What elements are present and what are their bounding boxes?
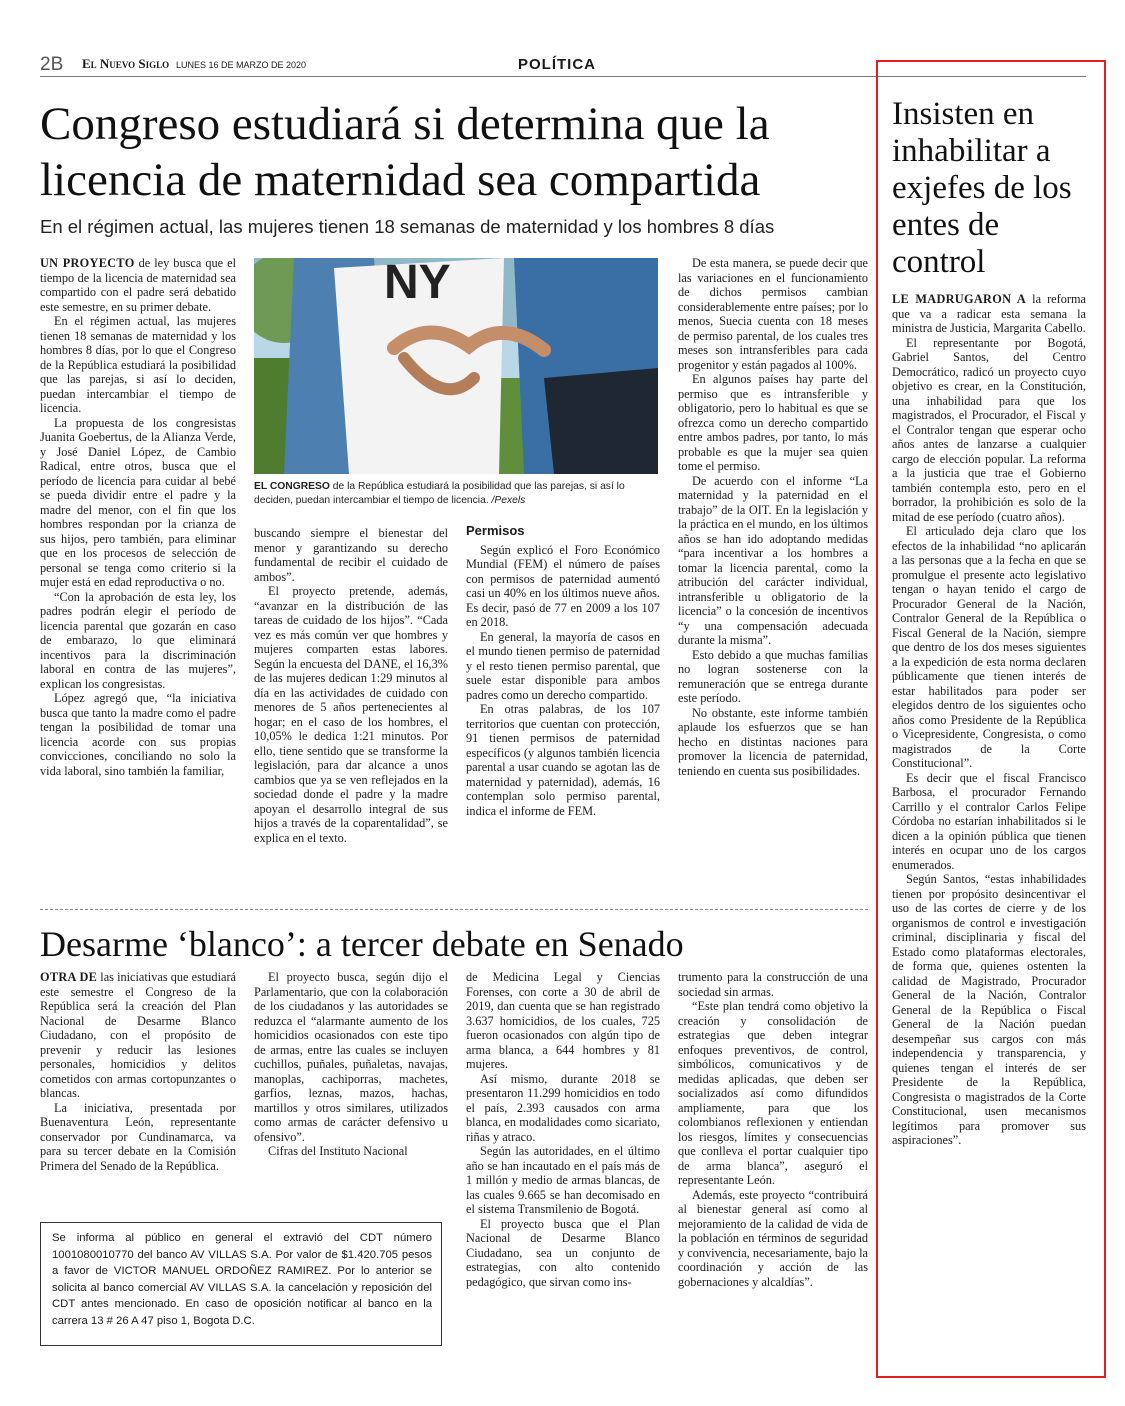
paragraph: UN PROYECTO de ley busca que el tiempo de la licencia de maternidad sea compartido con el padre será debatido este semestre, en su primer debate.: [40, 256, 236, 314]
legal-notice-text: Se informa al público en general el extravió del CDT número 1001080010770 del banco AV VILLAS S.A. Por valor de $1.420.705 pesos a favor de VICTOR MANUEL ORDOÑEZ RAMIREZ. Por lo anterior se solicita al banco comercial AV VILLAS S.A. la cancelación y reposición del CDT antes mencionado. En caso de oposición notificar al banco en la carrera 13 # 26 A 47 piso 1, Bogota D.C.: [52, 1232, 432, 1327]
second-column-2: [254, 970, 448, 1159]
main-column-2: [254, 526, 448, 845]
paragraph: López agregó que, “la iniciativa busca que tanto la madre como el padre tengan la posibilidad de tomar una licencia acorde con sus propias convicciones, conciliando no solo la vida laboral, sino también la familiar,: [40, 691, 236, 778]
issue-date: LUNES 16 DE MARZO DE 2020: [176, 60, 307, 70]
paragraph: El representante por Bogotá, Gabriel Santos, del Centro Democrático, radicó un proyecto cuyo objetivo es crear, en la Constitución, una inhabilidad para que los magistrados, el Procurador, el Fiscal y el Contralor tengan que esperar ocho años antes de lanzarse a cualquier cargo de elección popular. La reforma a la justicia que trae el Gobierno también contempla esto, pero en el borrador, la prohibición es solo de la mitad de ese período (cuatro años).: [892, 335, 1086, 524]
paragraph: De esta manera, se puede decir que las variaciones en el funcionamiento de dichos permisos cambian considerablemente entre países; por lo menos, Suecia cuenta con 18 meses de permiso parental, de los cuales tres meses son intransferibles para cada progenitor y están pagados al 100%.: [678, 256, 868, 372]
main-column-1: [40, 256, 236, 778]
paragraph: “Con la aprobación de esta ley, los padres podrán elegir el período de licencia parental que gozarán en caso de embarazo, lo que eliminará incentivos para la discriminación laboral en contra de las mujeres”, explican los congresistas.: [40, 589, 236, 691]
page-number: 2B: [40, 54, 64, 75]
main-column-4: [678, 256, 868, 778]
sidebar-body: [892, 292, 1086, 1148]
lead-caps: LE MADRUGARON A: [892, 292, 1027, 306]
paragraph: Cifras del Instituto Nacional: [268, 1144, 408, 1158]
article-photo: [254, 258, 658, 474]
paragraph: El proyecto pretende, además, “avanzar en la distribución de las tareas de cuidado de los hijos”. “Cada vez es más común ver que hombres y mujeres comparten estas labores. Según la encuesta del DANE, el 16,3% de las mujeres dedican 1:29 minutos al día en las actividades de cuidado con menores de 5 años pertenecientes al hogar; en el caso de los hombres, el 10,05% le dedica 1:21 minutos. Por ello, tiene sentido que se transforme la legislación, para dar alcance a unos cambios que ya se ven reflejados en la sociedad donde el padre y la madre apoyan el desarrollo integral de sus hijos a través de la coparentalidad”, se explica en el texto.: [254, 584, 448, 845]
paragraph: Según las autoridades, en el último año se han incautado en el país más de 1 millón y medio de armas blancas, de las cuales 9.665 se han decomisado en el sistema Transmilenio de Bogotá.: [466, 1144, 660, 1216]
shirt-text: NY: [384, 258, 451, 309]
lead-caps: OTRA DE: [40, 970, 98, 984]
paragraph: La iniciativa, presentada por Buenaventura León, representante conservador por Cundinamarca, va para su tercer debate en la Comisión Primera del Senado de la República.: [40, 1100, 236, 1173]
second-column-3: [466, 970, 660, 1289]
paragraph: Además, este proyecto “contribuirá al bienestar general así como al mejoramiento de la calidad de vida de la población en términos de seguridad y convivencia, necesariamente, bajo la coordinación y acción de las gobernaciones y alcaldías”.: [678, 1187, 868, 1289]
paragraph: buscando siempre el bienestar del menor y garantizando su derecho fundamental de recibir el cuidado de ambos”.: [254, 526, 448, 584]
paragraph: En otras palabras, de los 107 territorios que cuentan con protección, 91 tienen permisos de paternidad específicos (y algunos también licencia parental a usar cuando se agotan las de maternidad y paternidad), además, 16 contemplan solo permiso parental, indica el informe de FEM.: [466, 702, 660, 818]
photo-credit: /Pexels: [491, 494, 526, 506]
paragraph: Es decir que el fiscal Francisco Barbosa, el procurador Fernando Carrillo y el contralor Carlos Felipe Córdoba no estarían inhabilitados si le dicen a la opinión pública que tienen interés en ocupar uno de los cargos enumerados.: [892, 770, 1086, 872]
paragraph: El proyecto busca, según dijo el Parlamentario, que con la colaboración de los ciudadanos y las autoridades se reduzca el “alarmante aumento de los homicidios ocasionados con este tipo de armas, entre las cuales se incluyen cuchillos, puñales, puñaletas, navajas, manoplas, cachiporras, machetes, garfios, leznas, mazos, hachas, martillos y otros similares, utilizados como armas de carácter defensivo u ofensivo”.: [254, 970, 448, 1144]
paragraph: Según explicó el Foro Económico Mundial (FEM) el número de países con permisos de paternidad aumentó casi un 40% en los últimos nueve años. Es decir, pasó de 77 en 2009 a los 107 en 2018.: [466, 542, 660, 629]
paragraph: En algunos países hay parte del permiso que es intransferible y obligatorio, pero lo habitual es que se ofrezca como un derecho compartido entre ambos padres, por tanto, lo más probable es que la mujer sea quien tome el permiso.: [678, 372, 868, 473]
paragraph: En el régimen actual, las mujeres tienen 18 semanas de maternidad y los hombres 8 días, por lo que el Congreso de la República estudiará la posibilidad que las parejas, si así lo deciden, puedan intercambiar el tiempo de licencia.: [40, 314, 236, 415]
paragraph: trumento para la construcción de una sociedad sin armas.: [678, 970, 868, 999]
main-column-3: [466, 524, 660, 818]
paragraph: El proyecto busca que el Plan Nacional de Desarme Blanco Ciudadano, sea un conjunto de estrategias, con alto contenido pedagógico, que sirvan como ins-: [466, 1216, 660, 1289]
couple-pregnancy-image: [254, 258, 658, 474]
sidebar-headline: Insisten en inhabilitar a exjefes de los entes de control: [892, 96, 1072, 280]
paragraph: La propuesta de los congresistas Juanita Goebertus, de la Alianza Verde, y José Daniel López, de Cambio Radical, entre otros, busca que el período de licencia para cuidar al bebé se pueda dividir entre el padre y la madre del menor, con el fin que los hombres respondan por la crianza de sus hijos, pero también, para eliminar que en los procesos de selección de personal se tenga como criterio si la mujer está en edad reproductiva o no.: [40, 415, 236, 589]
article-divider: [40, 909, 868, 910]
section-subtitle: Permisos: [466, 523, 525, 538]
paragraph: El articulado deja claro que los efectos de la inhabilidad “no aplicarán a las personas que a la fecha en que se promulgue el presente acto legislativo tengan o hayan tenido el cargo de Procurador General de la Nación, Contralor General de la República o Fiscal General de la Nación, siempre que dentro de los dos meses siguientes a la expedición de esta norma declaren públicamente que tienen interés de estar habilitados para poder ser elegidos dentro de los siguientes ocho años como Presidente de la República o Vicepresidente, Congresista, o como magistrados de la Corte Constitucional”.: [892, 524, 1086, 770]
paragraph: Según Santos, “estas inhabilidades tienen por propósito desincentivar el uso de las cortes de cierre y de los organismos de control e investigación criminal, disciplinaria y fiscal del Estado como plataformas electorales, de forma que, quienes ostenten la calidad de Magistrado, Procurador General de la Nación, Contralor General de la República o Fiscal General de la Nación puedan desempeñar sus cargos con más independencia y transparencia, y quienes tengan el interés de ser Presidente de la República, Congresista o magistrados de la Corte Constitucional, usen mecanismos legítimos para promover sus aspiraciones”.: [892, 872, 1086, 1147]
paragraph: “Este plan tendrá como objetivo la creación y consolidación de estrategias que deben integrar enfoques preventivos, de control, simbólicos, comunicativos y de medidas aplicadas, que deben ser socializados así como difundidos ampliamente, para que los colombianos reflexionen y entiendan los riesgos, límites y consecuencias que conlleva el portar cualquier tipo de arma blanca”, aseguró el representante León.: [678, 999, 868, 1187]
caption-lead: EL CONGRESO: [254, 481, 330, 492]
paragraph: De acuerdo con el informe “La maternidad y la paternidad en el trabajo” de la OIT. En la legislación y la práctica en el mundo, en los últimos años se han ido adoptando medidas “para incentivar a los hombres a tomar la licencia parental, como la atribución del carácter individual, intransferible u obligatorio de la licencia” o la concesión de incentivos “y una compensación adecuada durante la misma”.: [678, 473, 868, 647]
section-name: POLÍTICA: [518, 56, 596, 73]
second-headline: Desarme ‘blanco’: a tercer debate en Senado: [40, 924, 684, 964]
main-headline: Congreso estudiará si determina que la licencia de maternidad sea compartida: [40, 98, 770, 206]
paragraph: LE MADRUGARON A la reforma que va a radicar esta semana la ministra de Justicia, Margarita Cabello.: [892, 292, 1086, 335]
second-column-4: [678, 970, 868, 1289]
paragraph: No obstante, este informe también aplaude los esfuerzos que se han hecho en distintas naciones para promover la licencia de paternidad, teniendo en cuenta sus posibilidades.: [678, 705, 868, 778]
newspaper-name: El Nuevo Siglo: [82, 56, 170, 71]
paragraph: Esto debido a que muchas familias no logran sostenerse con la remuneración que se entrega durante este período.: [678, 647, 868, 705]
lead-caps: UN PROYECTO: [40, 256, 135, 270]
main-subhead: En el régimen actual, las mujeres tienen 18 semanas de maternidad y los hombres 8 días: [40, 216, 775, 237]
paragraph: OTRA DE las iniciativas que estudiará este semestre el Congreso de la República será la creación del Plan Nacional de Desarme Blanco Ciudadano, con el propósito de prevenir y reducir las lesiones personales, homicidios y delitos cometidos con armas cortopunzantes o blancas.: [40, 970, 236, 1100]
paragraph: de Medicina Legal y Ciencias Forenses, con corte a 30 de abril de 2019, dan cuenta que se han registrado 3.637 homicidios, de los cuales, 725 fueron ocasionados con algún tipo de arma blanca, a 644 hombres y 81 mujeres.: [466, 970, 660, 1071]
paragraph: Así mismo, durante 2018 se presentaron 11.299 homicidios en todo el país, 2.393 causados con arma blanca, en modalidades como sicariato, riñas y atraco.: [466, 1071, 660, 1144]
paragraph: En general, la mayoría de casos en el mundo tienen permiso de paternidad y el resto tienen permiso parental, que suele estar disponible para ambos padres como un derecho compartido.: [466, 629, 660, 702]
second-column-1: [40, 970, 236, 1173]
photo-caption: EL CONGRESO de la República estudiará la posibilidad que las parejas, si así lo deciden, puedan intercambiar el tiempo de licencia. /Pexels: [254, 481, 625, 506]
